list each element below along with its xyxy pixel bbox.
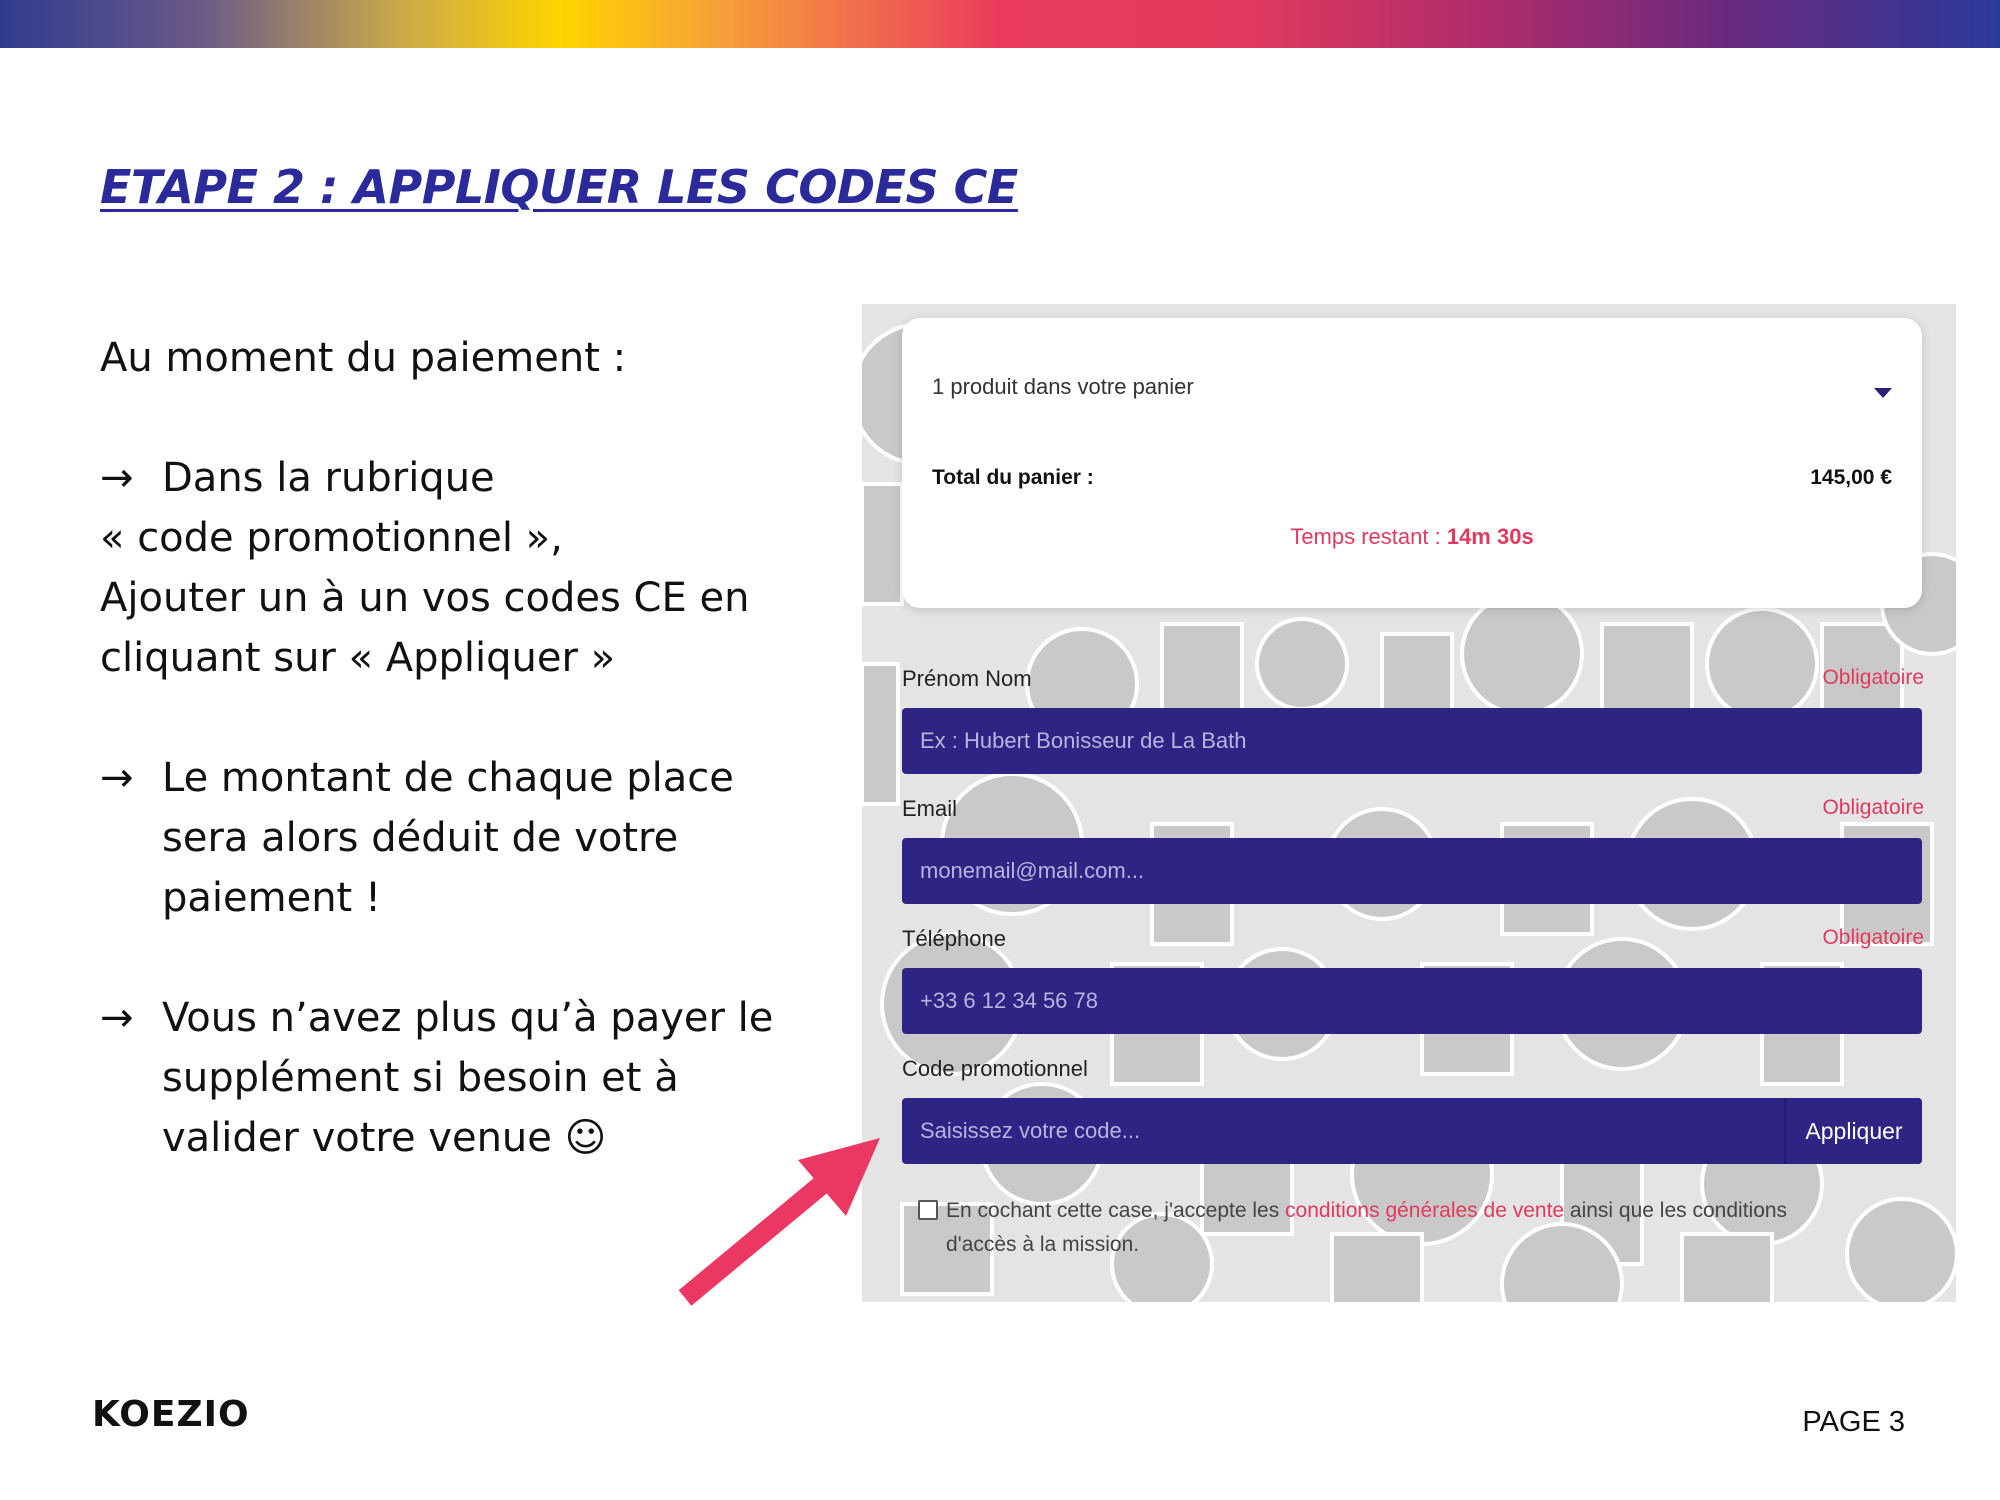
cart-total-value: 145,00 €	[1810, 466, 1892, 489]
arrow-right-icon: →	[100, 995, 134, 1041]
koezio-logo: KOEZIO	[92, 1394, 250, 1435]
slide-title: ETAPE 2 : APPLIQUER LES CODES CE	[100, 160, 1018, 214]
terms-before: En cochant cette case, j'accepte les	[946, 1199, 1286, 1222]
instructions	[100, 328, 780, 1228]
bullet-3-text: Vous n’avez plus qu’à payer le supplément si besoin et à valider votre venue ☺	[162, 995, 774, 1161]
bullet-1	[100, 448, 780, 688]
timer-value: 14m 30s	[1446, 524, 1534, 549]
cart-summary-card	[902, 318, 1922, 608]
bullet-2-text: Le montant de chaque place sera alors déduit de votre paiement !	[162, 755, 734, 921]
cart-count: 1 produit dans votre panier	[932, 374, 1194, 399]
name-input[interactable]	[902, 708, 1922, 774]
bullet-1-line-3: Ajouter un à un vos codes CE en	[100, 575, 750, 621]
promo-code-group	[902, 1098, 1922, 1164]
name-required: Obligatoire	[1822, 666, 1924, 689]
timer-label: Temps restant :	[1290, 524, 1447, 549]
apply-button[interactable]: Appliquer	[1784, 1098, 1922, 1164]
bullet-3	[100, 988, 780, 1168]
promo-label: Code promotionnel	[902, 1056, 1088, 1081]
email-input[interactable]	[902, 838, 1922, 904]
time-remaining	[902, 524, 1922, 550]
bullet-1-line-4: cliquant sur « Appliquer »	[100, 635, 616, 681]
bullet-1-line-2: « code promotionnel »,	[100, 515, 563, 561]
cart-total-label: Total du panier :	[932, 466, 1094, 489]
intro-text: Au moment du paiement :	[100, 335, 627, 381]
name-label: Prénom Nom	[902, 666, 1032, 691]
phone-required: Obligatoire	[1822, 926, 1924, 949]
terms-after: ainsi que les conditions d'accès à la mission.	[946, 1199, 1788, 1256]
page-number: PAGE 3	[1802, 1406, 1905, 1438]
chevron-down-icon[interactable]	[1874, 388, 1892, 398]
bullet-2	[100, 748, 780, 928]
terms-text	[946, 1194, 1846, 1262]
email-label: Email	[902, 796, 958, 821]
bullet-1-line-1: Dans la rubrique	[162, 455, 495, 501]
terms-checkbox[interactable]	[918, 1200, 938, 1220]
phone-label: Téléphone	[902, 926, 1006, 951]
email-required: Obligatoire	[1822, 796, 1924, 819]
top-gradient-bar	[0, 0, 2000, 48]
phone-input[interactable]	[902, 968, 1922, 1034]
promo-code-input[interactable]	[902, 1098, 1782, 1164]
arrow-right-icon: →	[100, 455, 134, 501]
terms-link[interactable]: conditions générales de vente	[1285, 1199, 1565, 1222]
arrow-right-icon: →	[100, 755, 134, 801]
checkout-screenshot	[862, 304, 1956, 1302]
